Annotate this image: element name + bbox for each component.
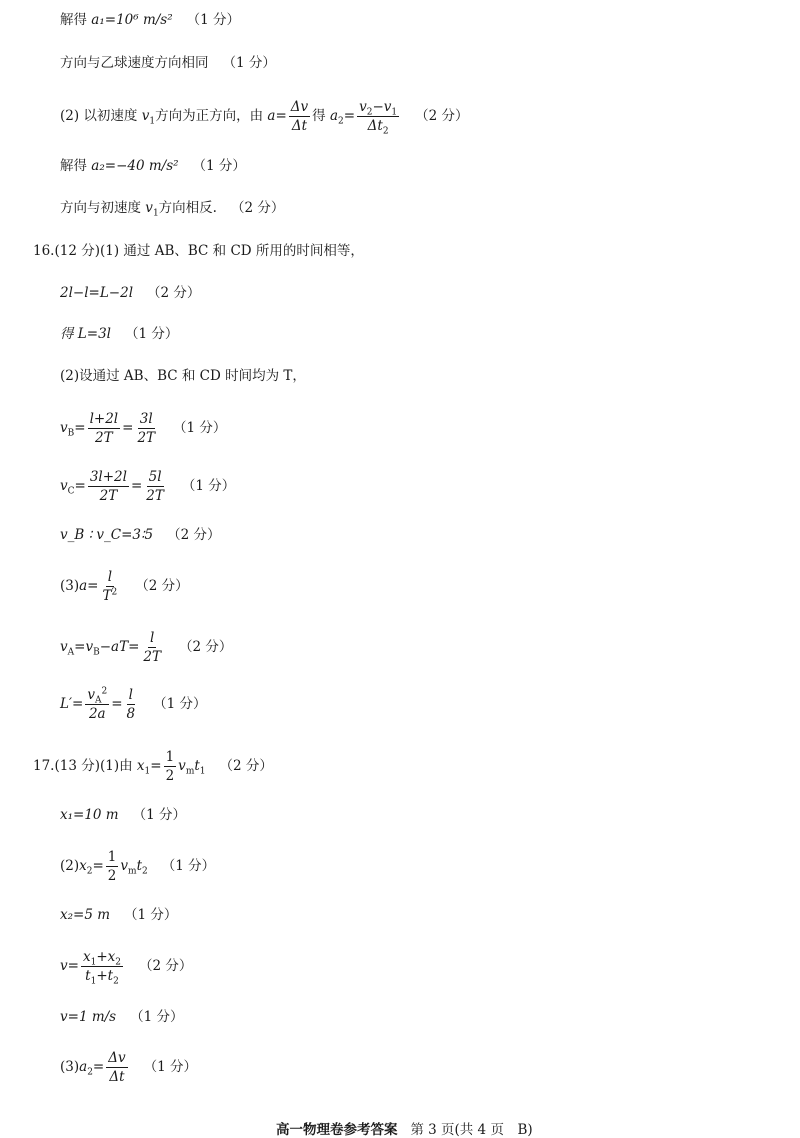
equation: a₂=−40 m/s² [91, 158, 179, 174]
line-text: 解得 [60, 158, 92, 174]
line-text: (2)设通过 AB、BC 和 CD 时间均为 T， [60, 368, 306, 384]
question-17-header [33, 750, 273, 783]
fraction: $\frac{1}{2}$ [107, 849, 117, 885]
question-number: 16. [33, 243, 55, 259]
footer-page-number: 第 3 页(共 4 页 B) [410, 1122, 533, 1138]
equation: L′= [60, 695, 84, 712]
line-text: 方向与初速度 [60, 200, 146, 216]
score-mark: （2 分） [147, 285, 201, 301]
equation: $v_1$ [145, 200, 159, 219]
score-mark: （2 分） [230, 200, 285, 216]
question-16-header [33, 245, 364, 259]
score-mark: （1 分） [161, 857, 216, 874]
line-text: (12 分)(1) 通过 AB、BC 和 CD 所用的时间相等， [54, 243, 364, 259]
answer-line-v [60, 1011, 184, 1025]
line-text: (3) [60, 1058, 80, 1075]
answer-line-acc [60, 570, 189, 603]
equation: a₁=10⁶ m/s² [91, 12, 173, 28]
answer-line-a2 [60, 160, 246, 174]
score-mark: （1 分） [130, 1009, 184, 1025]
score-mark: （2 分） [415, 107, 469, 124]
equation: $x_1=$ [136, 757, 162, 777]
fraction: $\frac{\Delta v}{\Delta t}$ [108, 1050, 126, 1086]
equation: $v_mt_1$ [178, 757, 206, 777]
score-mark: （2 分） [219, 757, 273, 774]
fraction: $\frac{l}{8}$ [126, 687, 136, 723]
equation: 得 L=3l [60, 326, 111, 342]
line-text: 方向与乙球速度方向相同 [60, 55, 209, 71]
answer-line-length-eq [60, 287, 200, 301]
answer-line-a1 [60, 14, 240, 28]
line-text: (2) [60, 857, 80, 874]
fraction: $\frac{v_A^2}{2a}$ [87, 686, 108, 723]
answer-line-x2-formula [60, 850, 215, 883]
score-mark: （1 分） [222, 55, 276, 71]
fraction: $\frac{\Delta v}{\Delta t}$ [290, 99, 309, 135]
answer-line-vC: $v_C=$ $\frac{3l+2l}{2T}$ = $\frac{5l}{2T}$ （1 分） [60, 469, 236, 505]
equation: $x_2=$ [79, 857, 104, 877]
question-number: 17. [33, 757, 55, 774]
line-text: (2) 以初速度 [60, 107, 142, 124]
fraction: $\frac{3l+2l}{2T}$ [89, 469, 127, 505]
line-text: 方向相反. [158, 200, 217, 216]
equation: 2l−l=L−2l [60, 285, 134, 301]
score-mark: （2 分） [138, 957, 193, 974]
equation: $a_2=$ [79, 1058, 105, 1078]
score-mark: （1 分） [143, 1058, 198, 1075]
equation: v=1 m/s [60, 1009, 117, 1025]
equation: $a_2=$ [329, 107, 356, 127]
answer-line-Lprime: L′= $\frac{v_A^2}{2a}$ = $\frac{l}{8}$ （1 分） [60, 686, 207, 723]
equation: v_B ∶ v_C=3∶5 [60, 527, 154, 543]
equation: $v_B=$ [60, 419, 86, 439]
answer-line-part2-setup [60, 99, 469, 137]
answer-line-vB: $v_B=$ $\frac{l+2l}{2T}$ = $\frac{3l}{2T}$ （1 分） [60, 411, 227, 447]
fraction: $\frac{1}{2}$ [165, 749, 175, 785]
answer-line-L [60, 328, 178, 342]
score-mark: （1 分） [124, 907, 178, 923]
line-text: (13 分)(1)由 [54, 757, 137, 774]
score-mark: （1 分） [173, 419, 227, 436]
score-mark: （2 分） [167, 527, 221, 543]
line-text: 解得 [60, 12, 92, 28]
equation: $v_1$ [141, 107, 156, 127]
line-text: 得 [312, 107, 330, 124]
score-mark: （1 分） [186, 12, 241, 28]
equation: $v_mt_2$ [120, 857, 148, 877]
answer-line-ratio [60, 529, 221, 543]
fraction: $\frac{l+2l}{2T}$ [89, 411, 119, 447]
equation: x₂=5 m [60, 907, 111, 923]
fraction: $\frac{5l}{2T}$ [146, 469, 164, 505]
score-mark: （1 分） [124, 326, 179, 342]
equation: v= [60, 957, 79, 974]
equation: a= [79, 577, 99, 594]
answer-line-direction-2 [60, 200, 285, 219]
answer-line-a2-part3 [60, 1051, 197, 1084]
page-footer [0, 1102, 800, 1138]
answer-line-avg-v [60, 949, 193, 987]
fraction: $\frac{x_1+x_2}{t_1+t_2}$ [82, 949, 121, 987]
fraction: $\frac{v_2-v_1}{\Delta t_2}$ [359, 99, 398, 137]
answer-line-vA [60, 631, 232, 664]
equation: a= [267, 107, 287, 124]
answer-line-x1 [60, 809, 186, 823]
score-mark: （1 分） [181, 477, 236, 494]
score-mark: （1 分） [132, 807, 186, 823]
answer-line-part2-16 [60, 370, 306, 384]
equation: $v_A=v_B-aT=$ [60, 638, 140, 658]
equation: $v_C=$ [60, 477, 86, 497]
score-mark: （1 分） [153, 695, 207, 712]
score-mark: （1 分） [192, 158, 246, 174]
fraction: $\frac{l}{2T}$ [143, 630, 161, 666]
footer-title: 高一物理卷参考答案 [275, 1122, 398, 1138]
answer-line-direction-1 [60, 57, 276, 71]
equation: x₁=10 m [60, 807, 119, 823]
line-text: (3) [60, 577, 80, 594]
answer-line-x2 [60, 909, 177, 923]
score-mark: （2 分） [135, 577, 189, 594]
line-text: 方向为正方向，由 [155, 107, 268, 124]
fraction: $\frac{3l}{2T}$ [137, 411, 156, 447]
fraction: $\frac{l}{T^2}$ [102, 569, 118, 605]
score-mark: （2 分） [179, 638, 233, 655]
